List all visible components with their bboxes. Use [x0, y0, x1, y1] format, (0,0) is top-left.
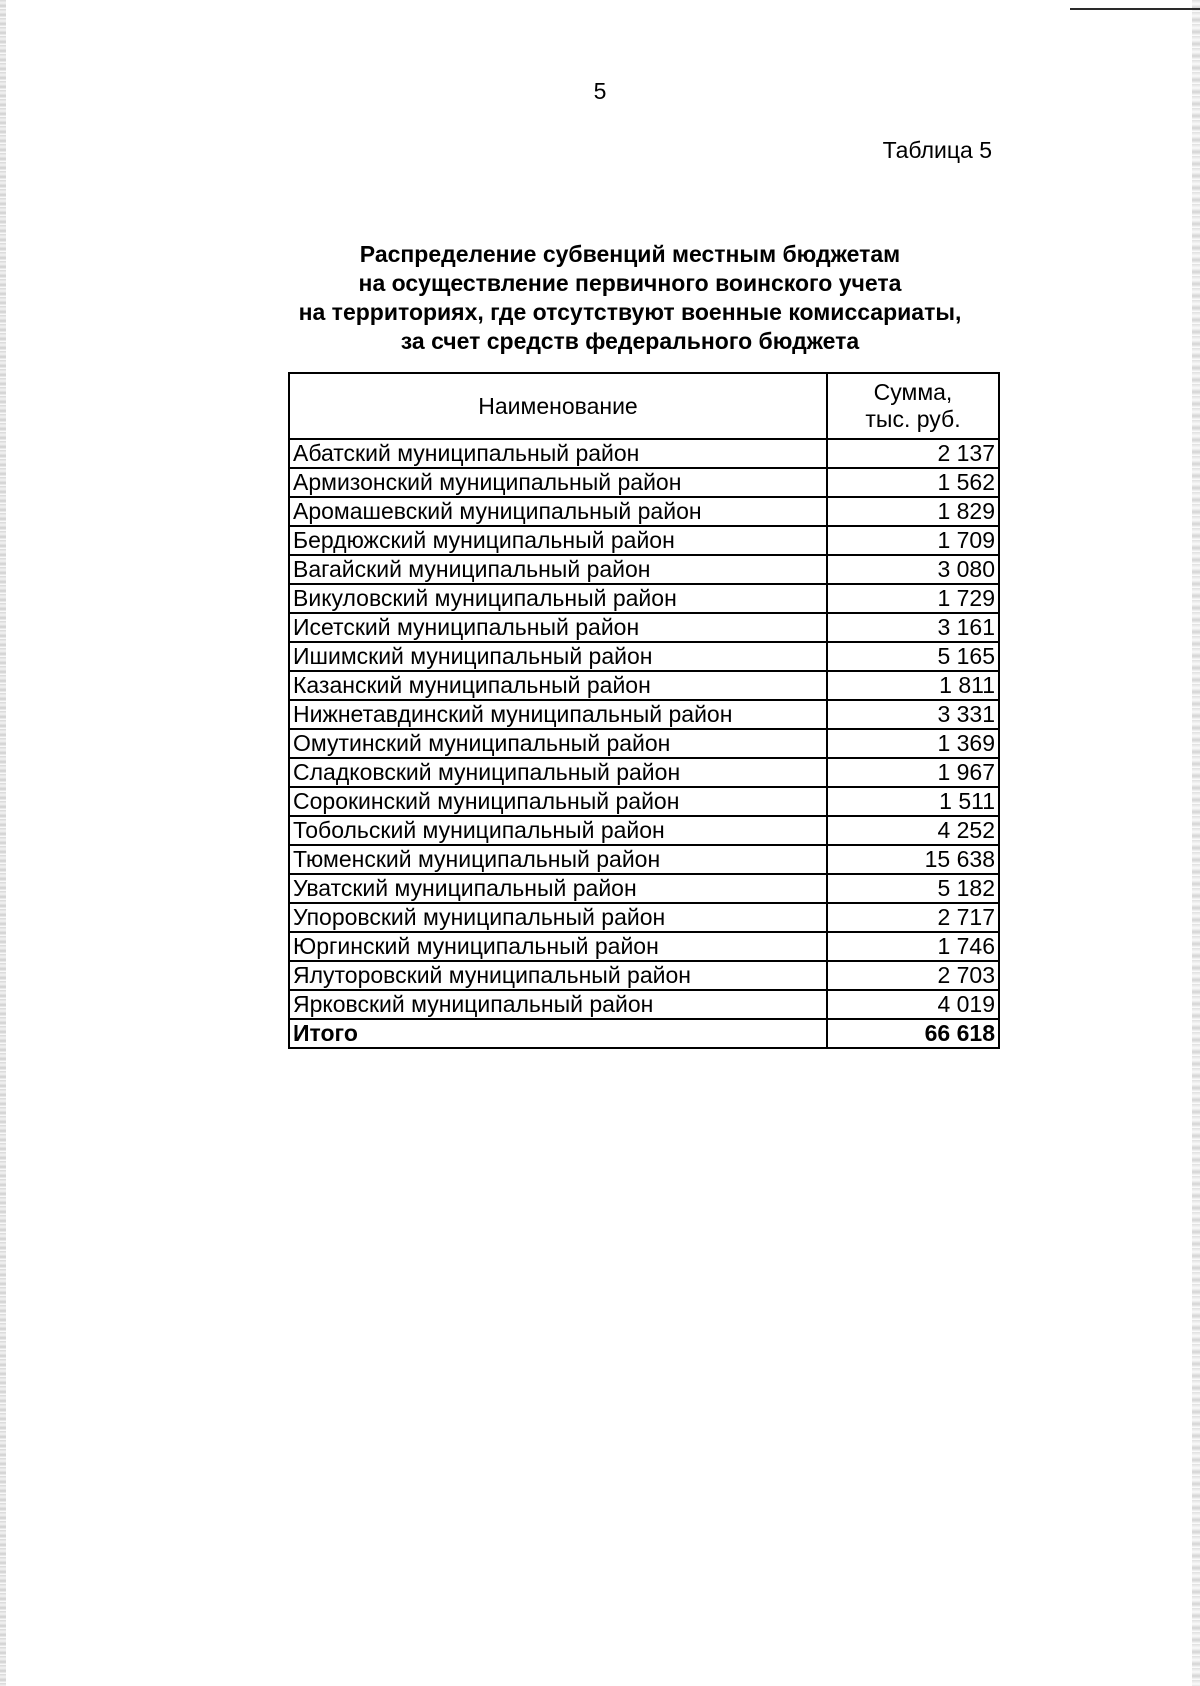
scan-edge-left — [0, 0, 6, 1686]
district-name: Абатский муниципальный район — [289, 439, 827, 468]
table-header-row — [289, 373, 999, 439]
header-sum — [827, 373, 999, 439]
table-row — [289, 758, 999, 787]
table-body — [289, 439, 999, 1019]
district-name: Казанский муниципальный район — [289, 671, 827, 700]
header-name: Наименование — [289, 373, 827, 439]
table-row — [289, 932, 999, 961]
district-sum: 3 161 — [827, 613, 999, 642]
district-sum: 4 019 — [827, 990, 999, 1019]
district-sum: 4 252 — [827, 816, 999, 845]
table-row — [289, 555, 999, 584]
district-name: Ялуторовский муниципальный район — [289, 961, 827, 990]
district-sum: 1 811 — [827, 671, 999, 700]
district-sum: 1 511 — [827, 787, 999, 816]
table-row — [289, 729, 999, 758]
document-title — [230, 240, 1030, 356]
table-row — [289, 497, 999, 526]
total-value: 66 618 — [827, 1019, 999, 1048]
table-row — [289, 961, 999, 990]
table-row — [289, 787, 999, 816]
title-line-4: за счет средств федерального бюджета — [400, 328, 860, 354]
page-number: 5 — [593, 78, 607, 104]
district-name: Уватский муниципальный район — [289, 874, 827, 903]
table-row — [289, 845, 999, 874]
title-line-3: на территориях, где отсутствуют военные комиссариаты, — [298, 299, 962, 325]
district-sum: 2 137 — [827, 439, 999, 468]
district-name: Омутинский муниципальный район — [289, 729, 827, 758]
district-sum: 1 369 — [827, 729, 999, 758]
district-name: Аромашевский муниципальный район — [289, 497, 827, 526]
scan-edge-right — [1192, 0, 1200, 1686]
total-row — [289, 1019, 999, 1048]
district-name: Армизонский муниципальный район — [289, 468, 827, 497]
district-sum: 1 709 — [827, 526, 999, 555]
table-row — [289, 903, 999, 932]
district-sum: 15 638 — [827, 845, 999, 874]
header-sum-line2: тыс. руб. — [865, 406, 961, 432]
district-sum: 1 729 — [827, 584, 999, 613]
table-row — [289, 990, 999, 1019]
district-sum: 1 562 — [827, 468, 999, 497]
district-name: Ишимский муниципальный район — [289, 642, 827, 671]
district-sum: 3 331 — [827, 700, 999, 729]
district-sum: 1 829 — [827, 497, 999, 526]
district-sum: 5 182 — [827, 874, 999, 903]
district-sum: 1 746 — [827, 932, 999, 961]
header-sum-line1: Сумма, — [873, 379, 953, 405]
subventions-table — [288, 372, 1000, 1049]
district-name: Ярковский муниципальный район — [289, 990, 827, 1019]
district-name: Сладковский муниципальный район — [289, 758, 827, 787]
table-row — [289, 613, 999, 642]
district-name: Сорокинский муниципальный район — [289, 787, 827, 816]
table-row — [289, 874, 999, 903]
district-name: Исетский муниципальный район — [289, 613, 827, 642]
district-name: Тобольский муниципальный район — [289, 816, 827, 845]
total-label: Итого — [289, 1019, 827, 1048]
table-row — [289, 439, 999, 468]
scan-artifact-line — [1070, 8, 1200, 10]
table-row — [289, 700, 999, 729]
table-row — [289, 816, 999, 845]
district-sum: 5 165 — [827, 642, 999, 671]
table-row — [289, 584, 999, 613]
table-row — [289, 642, 999, 671]
table-number: Таблица 5 — [882, 137, 992, 163]
district-name: Бердюжский муниципальный район — [289, 526, 827, 555]
district-sum: 1 967 — [827, 758, 999, 787]
title-line-1: Распределение субвенций местным бюджетам — [359, 241, 901, 267]
district-sum: 2 703 — [827, 961, 999, 990]
district-name: Юргинский муниципальный район — [289, 932, 827, 961]
district-name: Упоровский муниципальный район — [289, 903, 827, 932]
district-name: Викуловский муниципальный район — [289, 584, 827, 613]
district-sum: 3 080 — [827, 555, 999, 584]
district-sum: 2 717 — [827, 903, 999, 932]
district-name: Тюменский муниципальный район — [289, 845, 827, 874]
district-name: Вагайский муниципальный район — [289, 555, 827, 584]
table-row — [289, 526, 999, 555]
district-name: Нижнетавдинский муниципальный район — [289, 700, 827, 729]
title-line-2: на осуществление первичного воинского учета — [358, 270, 902, 296]
table-row — [289, 468, 999, 497]
table-row — [289, 671, 999, 700]
